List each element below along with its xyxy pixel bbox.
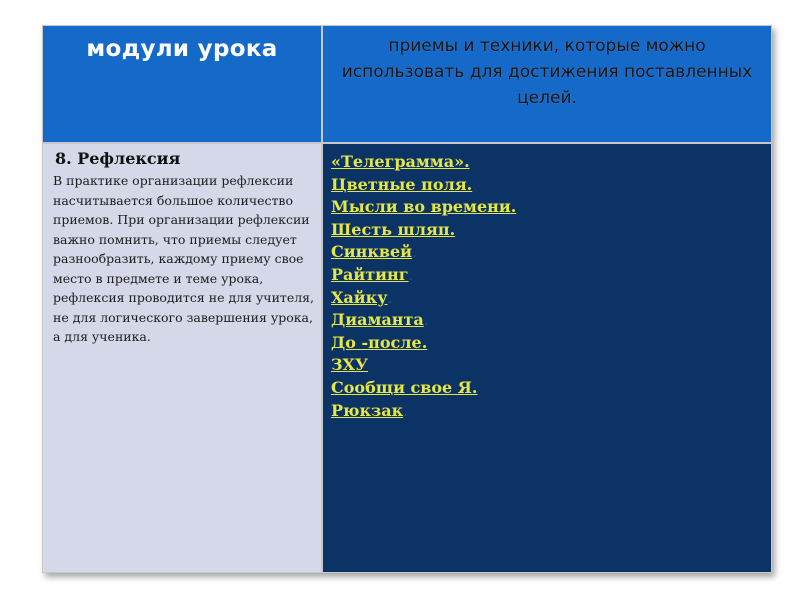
technique-suffix: .	[403, 400, 409, 420]
technique-link[interactable]: Райтинг	[331, 264, 409, 284]
header-techniques-label: приемы и техники, которые можно использовать для достижения поставленных целей.	[341, 36, 753, 108]
module-cell-reflection	[43, 144, 321, 572]
technique-link[interactable]: Диаманта	[331, 310, 424, 330]
technique-link[interactable]: Рюкзак	[331, 400, 404, 420]
technique-suffix: .	[408, 264, 414, 284]
technique-link[interactable]: ЗХУ	[331, 355, 368, 375]
technique-item	[331, 241, 761, 264]
technique-link[interactable]: Цветные поля.	[331, 174, 473, 194]
technique-item	[331, 219, 761, 242]
technique-item	[331, 332, 761, 355]
module-description: В практике организации рефлексии насчитывается большое количество приемов. При организации рефлексии важно помнить, что приемы следует разнообразить, каждому приему свое место в предмете и теме урока, рефлексия проводится не для учителя, не для логического завершения урока, а для ученика.	[53, 173, 315, 344]
techniques-list	[331, 151, 761, 422]
technique-item	[331, 309, 761, 332]
technique-link[interactable]: До -после.	[331, 332, 428, 352]
technique-item	[331, 196, 761, 219]
technique-link[interactable]: Хайку	[331, 287, 388, 307]
technique-link[interactable]: Сообщи свое Я.	[331, 377, 478, 397]
technique-link[interactable]: Шесть шляп.	[331, 219, 456, 239]
techniques-cell	[323, 144, 771, 572]
technique-link[interactable]: Синквей	[331, 242, 413, 262]
technique-suffix: .	[412, 242, 418, 262]
technique-item	[331, 400, 761, 423]
header-cell-techniques	[323, 26, 771, 142]
technique-link[interactable]: «Телеграмма».	[331, 152, 470, 171]
technique-item	[331, 264, 761, 287]
technique-link[interactable]: Мысли во времени.	[331, 197, 517, 217]
technique-item	[331, 287, 761, 310]
technique-suffix: .	[423, 310, 429, 330]
technique-item	[331, 377, 761, 400]
technique-suffix: .	[387, 287, 393, 307]
technique-item	[331, 174, 761, 197]
module-title: 8. Рефлексия	[55, 149, 181, 168]
lesson-table	[42, 25, 772, 573]
technique-item	[331, 354, 761, 377]
header-modules-label: модули урока	[86, 36, 278, 62]
header-cell-modules	[43, 26, 321, 142]
technique-item	[331, 151, 761, 174]
